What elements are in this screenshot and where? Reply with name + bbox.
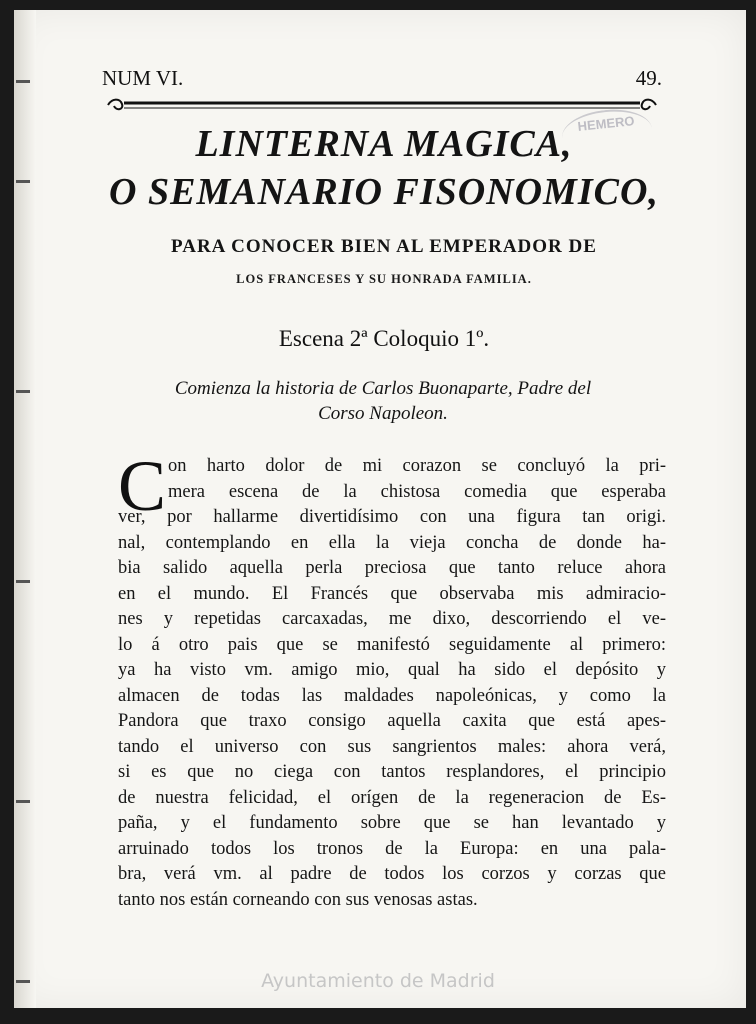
body-line: bra, verá vm. al padre de todos los corzos y corzas que — [118, 864, 666, 884]
page-spine — [14, 10, 36, 1008]
subtitle-line-2: Corso Napoleon. — [318, 403, 448, 424]
body-line: Pandora que traxo consigo aquella caxita que está apes- — [118, 711, 666, 731]
binding-stitch — [16, 390, 30, 393]
body-line: si es que no ciega con tantos resplandores, el principio — [118, 762, 666, 782]
chapter-subtitle — [102, 376, 664, 426]
body-line: en el mundo. El Francés que observaba mis admiracio- — [118, 583, 666, 604]
scene-heading: Escena 2ª Coloquio 1º. — [278, 326, 490, 351]
body-line: ya ha visto vm. amigo mio, qual ha sido el depósito y — [118, 660, 666, 680]
drop-cap: C — [118, 446, 167, 526]
body-line: lo á otro pais que se manifestó seguidamente al primero: — [118, 634, 666, 655]
page-number: 49. — [635, 66, 662, 90]
document-page — [14, 10, 746, 1008]
title-line-1: LINTERNA MAGICA, — [195, 123, 573, 165]
title-line-4: LOS FRANCESES Y SU HONRADA FAMILIA. — [236, 272, 532, 286]
library-stamp: HEMERO — [560, 105, 654, 160]
title-line-2: O SEMANARIO FISONOMICO, — [109, 171, 659, 213]
binding-stitch — [16, 180, 30, 183]
body-line: tanto nos están corneando con sus venosas astas. — [118, 889, 478, 910]
title-line-3: PARA CONOCER BIEN AL EMPERADOR DE — [171, 236, 597, 257]
binding-stitch — [16, 80, 30, 83]
issue-number: NUM VI. — [102, 66, 184, 90]
page-header — [102, 66, 662, 91]
body-line: almacen de todas las maldades napoleónicas, y como la — [118, 685, 666, 706]
binding-stitch — [16, 580, 30, 583]
ornamental-rule — [106, 98, 658, 112]
archive-credit: Ayuntamiento de Madrid — [261, 970, 495, 992]
body-line: nes y repetidas carcaxadas, me dixo, descorriendo el ve- — [118, 609, 666, 629]
body-line: nal, contemplando en ella la vieja concha de donde ha- — [118, 532, 666, 553]
binding-stitch — [16, 800, 30, 803]
subtitle-line-1: Comienza la historia de Carlos Buonaparte, Padre del — [174, 378, 592, 399]
body-line: arruinado todos los tronos de la Europa: en una pala- — [118, 838, 666, 859]
body-line: de nuestra felicidad, el orígen de la regeneracion de Es- — [118, 787, 666, 808]
body-line: on harto dolor de mi corazon se concluyó la pri- — [168, 456, 666, 476]
body-text — [118, 446, 666, 913]
body-line: bia salido aquella perla preciosa que tanto reluce ahora — [118, 558, 666, 578]
body-line: paña, y el fundamento sobre que se han levantado y — [118, 813, 666, 833]
body-line: mera escena de la chistosa comedia que esperaba — [168, 481, 666, 502]
body-line: tando el universo con sus sangrientos males: ahora verá, — [118, 736, 666, 757]
body-line: ver, por hallarme divertidísimo con una figura tan origi. — [118, 507, 666, 527]
